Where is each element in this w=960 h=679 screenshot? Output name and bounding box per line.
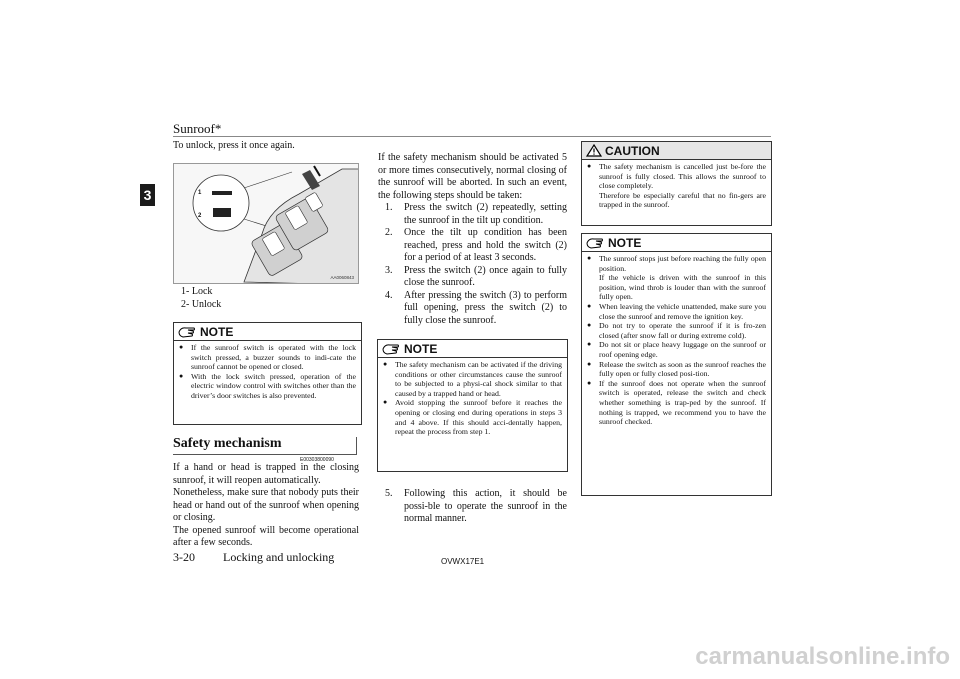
callout-1: 1 [198,190,202,196]
section-divider-vertical [356,437,357,455]
step-text: Once the tilt up condition has been reached, press and hold the switch (2) for a period of at least 3 seconds. [404,227,567,263]
section-paragraph: If a hand or head is trapped in the closing sunroof, it will reopen automatically. [173,462,359,486]
bullet-icon: ● [587,254,592,262]
step-item [378,265,567,290]
note-title: NOTE [608,235,642,250]
figure-code: AA0060843 [330,275,354,280]
note-text: The safety mechanism can be activated if the driving conditions or other circumstances cause the sunroof to be subjected to a physi-cal shock similar to that caused by a trapped hand or head. [395,360,562,398]
section-body [173,462,359,550]
warning-triangle-icon [586,144,602,157]
page-number: 3-20 [173,550,195,564]
caution-title: CAUTION [605,143,660,158]
note-extra: If the vehicle is driven with the sunroof in this position, wind throb is louder than with the sunroof fully open. [599,273,766,302]
note-header [174,323,361,341]
list-item [587,302,766,321]
note-header [582,234,771,252]
chapter-tab: 3 [140,184,155,206]
list-item [587,340,766,359]
step-item [378,227,567,265]
list-item [179,343,356,372]
section-code: E00303800090 [300,457,334,463]
sunroof-switch-illustration [174,164,359,284]
bullet-icon: ● [179,371,184,380]
note-text: Avoid stopping the sunroof before it reaches the opening or closing end during operations in steps 3 and 4 above. If this should acci-dentally happen, repeat the process from step 1. [395,398,562,437]
bullet-icon: ● [587,162,592,170]
step-number: 2. [385,227,393,238]
step-item [378,488,567,526]
bullet-icon: ● [587,359,592,368]
note-body [174,341,361,405]
note-text: With the lock switch pressed, operation of the electric window control with switches other than the driver’s door switches is also prevented. [191,371,356,400]
note-hand-icon [178,326,196,338]
watermark: carmanualsonline.info [695,643,950,670]
note-hand-icon [382,343,400,355]
bullet-icon: ● [383,398,388,407]
step-item [378,202,567,227]
note-header [378,340,567,358]
note-text: Do not sit or place heavy luggage on the sunroof or roof opening edge. [599,340,766,359]
note-text: If the sunroof switch is operated with the lock switch pressed, a buzzer sounds to indi-cate the sunroof cannot be opened or closed. [191,343,356,372]
bullet-icon: ● [587,321,592,330]
middle-note-box [377,339,568,472]
page-header-title: Sunroof* [173,121,222,136]
caution-header [582,142,771,160]
note-title: NOTE [404,341,438,356]
bullet-icon: ● [179,343,184,351]
right-note-box [581,233,772,496]
step-5 [378,488,567,526]
list-item [383,360,562,398]
list-item [587,254,766,273]
section-title: Safety mechanism [173,436,282,451]
step-text: After pressing the switch (3) to perform full opening, press the switch (2) to fully close the sunroof. [404,289,567,326]
note-text: Release the switch as soon as the sunroof reaches the fully open or fully closed posi-tion. [599,359,766,379]
bullet-icon: ● [383,360,388,368]
bullet-icon: ● [587,378,592,387]
caution-text: The safety mechanism is cancelled just be-fore the sunroof is fully closed. This allows the sunroof to close completely. [599,162,766,191]
list-item [587,360,766,379]
note-text: When leaving the vehicle unattended, make sure you close the sunroof and remove the ignition key. [599,301,766,321]
bullet-icon: ● [587,301,592,310]
left-note-box [173,322,362,425]
step-number: 1. [385,202,393,213]
note-body [582,252,771,431]
step-item [378,290,567,328]
list-item [587,162,766,191]
caution-extra: Therefore be especially careful that no fin-gers are trapped in the sunroof. [599,190,766,210]
middle-intro: If the safety mechanism should be activated 5 or more times consecutively, normal closing of the sunroof will be aborted. In such an event, the following steps should be taken: [378,152,567,201]
step-number: 5. [385,488,393,499]
bullet-icon: ● [587,340,592,349]
list-item [179,372,356,401]
figure-legend [181,285,351,311]
footer-section: Locking and unlocking [223,550,335,564]
document-code: OVWX17E1 [441,557,485,566]
header-divider [173,136,771,137]
caution-box [581,141,772,226]
callout-2: 2 [198,213,202,219]
note-hand-icon [586,237,604,249]
list-item [383,398,562,436]
legend-lock: 1- Lock [181,286,213,297]
legend-unlock: 2- Unlock [181,299,222,310]
note-title: NOTE [200,324,234,339]
note-text: Do not try to operate the sunroof if it is fro-zen closed (after snow fall or during extreme cold). [599,321,766,340]
caution-body [582,160,771,214]
step-number: 3. [385,264,393,276]
left-intro: To unlock, press it once again. [173,140,295,151]
step-text: Press the switch (2) once again to fully close the sunroof. [404,264,567,288]
list-item [587,321,766,340]
step-number: 4. [385,289,393,301]
step-text: Following this action, it should be possi-ble to operate the sunroof in the normal manner. [404,488,567,524]
section-divider [173,454,356,455]
note-text: If the sunroof does not operate when the sunroof switch is operated, release the switch and check whether something is trap-ped by the sunroof. If nothing is trapped, we recommend you to have the sunroof checked. [599,378,766,427]
note-text: The sunroof stops just before reaching the fully open position. [599,254,766,273]
step-text: Press the switch (2) repeatedly, setting the sunroof in the tilt up condition. [404,202,567,226]
section-paragraph: Nonetheless, make sure that nobody puts their head or hand out of the sunroof when opening or closing. [173,487,359,523]
section-paragraph: The opened sunroof will become operational after a few seconds. [173,524,359,548]
steps-list [378,202,567,327]
list-item [587,379,766,427]
note-body [378,358,567,441]
switch-figure [173,163,359,284]
